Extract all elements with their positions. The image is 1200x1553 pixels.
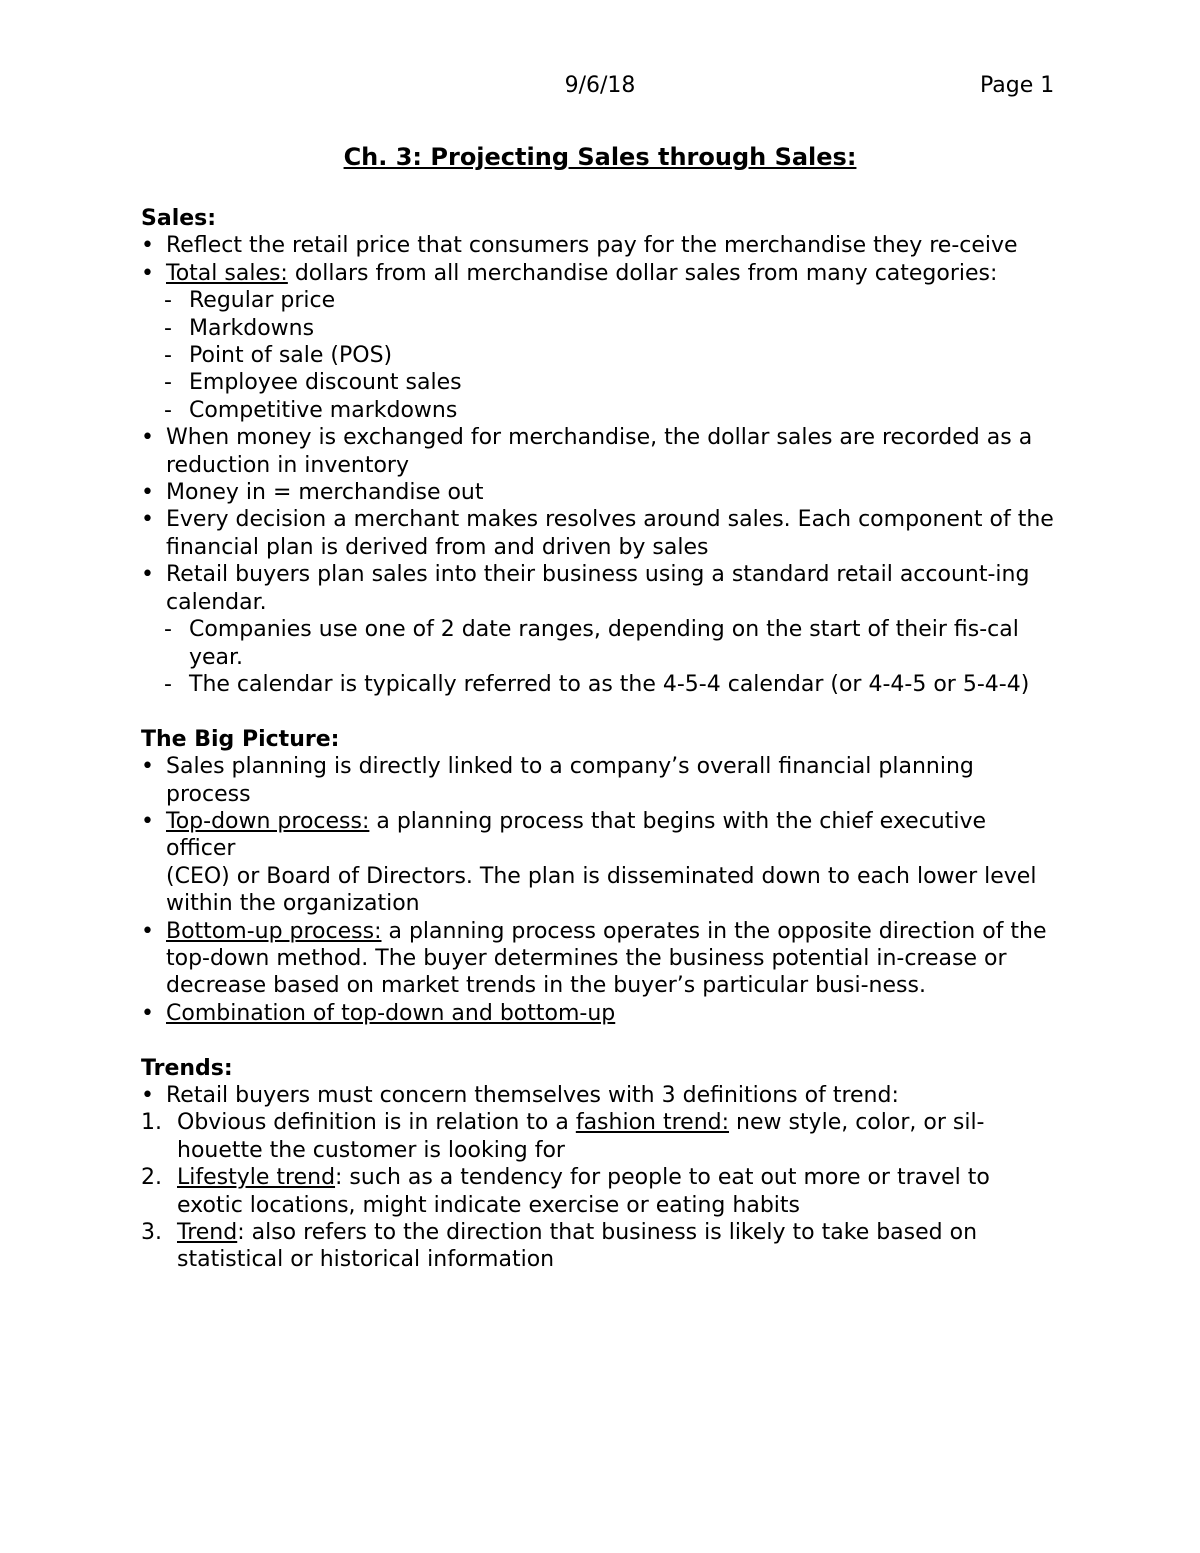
- sub-item-text: Markdowns: [189, 315, 315, 341]
- bullet-marker: •: [141, 1000, 154, 1026]
- number-marker: 3.: [141, 1220, 162, 1245]
- sub-item-text: Regular price: [189, 288, 336, 314]
- list-item: [141, 1082, 1061, 1109]
- list-item: [141, 561, 1061, 616]
- bullet-marker: •: [141, 808, 154, 834]
- number-marker: 2.: [141, 1165, 162, 1191]
- numbered-item-text: Obvious definition is in relation to a: [177, 1110, 576, 1136]
- list-item: [141, 808, 1061, 863]
- numbered-item-text: : such as a tendency for people to eat out more or travel to exotic locations, might indicate exercise or eating habits: [177, 1165, 990, 1218]
- numbered-item: [141, 1219, 1061, 1274]
- term-trend: Trend: [177, 1220, 238, 1245]
- dash-marker: -: [164, 343, 172, 369]
- numbered-item-text: new style, color, or sil-houette the customer is looking for: [177, 1110, 985, 1163]
- sub-item-text: Competitive markdowns: [189, 397, 458, 423]
- term-top-down-process: Top-down process:: [166, 808, 370, 834]
- sub-item-text: The calendar is typically referred to as the 4-5-4 calendar (or 4-4-5 or 5-4-4): [189, 671, 1030, 697]
- list-item-text: Money in = merchandise out: [166, 480, 484, 506]
- dash-marker: -: [164, 397, 172, 423]
- section-spacer: [141, 698, 1061, 725]
- term-lifestyle-trend: Lifestyle trend: [177, 1165, 336, 1191]
- list-item: [141, 479, 1061, 506]
- term-total-sales: Total sales:: [166, 260, 288, 286]
- list-item-text: a planning process that begins with the chief executive officer: [166, 808, 987, 862]
- sub-list-item: [141, 287, 1061, 314]
- bullet-marker: •: [141, 425, 154, 451]
- section-heading-big-picture: The Big Picture:: [141, 726, 340, 752]
- bullet-marker: •: [141, 562, 154, 588]
- term-combination: Combination of top-down and bottom-up: [166, 1000, 616, 1026]
- dash-marker: -: [164, 370, 172, 396]
- dash-marker: -: [164, 671, 172, 697]
- list-item-text: Sales planning is directly linked to a company’s overall financial planning process: [166, 754, 974, 807]
- sub-list-item: [141, 616, 1061, 671]
- sub-list-item: [141, 342, 1061, 369]
- document-body: [141, 205, 1061, 1274]
- section-spacer: [141, 1027, 1061, 1054]
- sub-list-item: [141, 671, 1061, 698]
- bullet-marker: •: [141, 1082, 154, 1108]
- list-item-text: a planning process operates in the opposite direction of the top-down method. The buyer determines the business potential in-crease or decrease based on market trends in the buyer’s particular busi-ness.: [166, 918, 1047, 999]
- numbered-item: [141, 1109, 1061, 1164]
- bullet-marker: •: [141, 480, 154, 506]
- sub-item-text: Employee discount sales: [189, 370, 462, 396]
- list-item: [141, 232, 1061, 259]
- sub-list-item: [141, 315, 1061, 342]
- list-item-continuation: [141, 863, 1061, 918]
- list-item: [141, 506, 1061, 561]
- sub-item-text: Companies use one of 2 date ranges, depending on the start of their fis-cal year.: [189, 617, 1019, 670]
- list-item-text: Reflect the retail price that consumers pay for the merchandise they re-ceive: [166, 233, 1018, 259]
- section-heading-sales: Sales:: [141, 206, 217, 231]
- list-item-text: dollars from all merchandise dollar sales from many categories:: [287, 260, 998, 286]
- numbered-item-text: : also refers to the direction that business is likely to take based on statistical or historical information: [177, 1220, 978, 1273]
- list-item: [141, 260, 1061, 287]
- numbered-item: [141, 1164, 1061, 1219]
- bullet-marker: •: [141, 233, 154, 259]
- list-item-text: When money is exchanged for merchandise, the dollar sales are recorded as a reduction in inventory: [166, 425, 1033, 478]
- list-item: [141, 1000, 1061, 1027]
- header-date: 9/6/18: [564, 73, 636, 98]
- term-fashion-trend: fashion trend:: [575, 1110, 730, 1136]
- document-title: Ch. 3: Projecting Sales through Sales:: [343, 143, 857, 171]
- list-item: [141, 918, 1061, 1000]
- list-item-text: Every decision a merchant makes resolves around sales. Each component of the financial plan is derived from and driven by sales: [166, 507, 1054, 560]
- bullet-marker: •: [141, 754, 154, 780]
- dash-marker: -: [164, 617, 172, 643]
- bullet-marker: •: [141, 507, 154, 533]
- sub-list-item: [141, 397, 1061, 424]
- bullet-marker: •: [141, 260, 154, 286]
- list-item: [141, 753, 1061, 808]
- dash-marker: -: [164, 315, 172, 341]
- header-page-number: Page 1: [980, 73, 1055, 98]
- sub-list-item: [141, 369, 1061, 396]
- bullet-marker: •: [141, 918, 154, 944]
- section-heading-trends: Trends:: [141, 1055, 233, 1081]
- sub-item-text: Point of sale (POS): [189, 343, 393, 369]
- dash-marker: -: [164, 288, 172, 314]
- list-item-text: Retail buyers plan sales into their business using a standard retail account-ing calendar.: [166, 562, 1030, 615]
- list-item-text: Retail buyers must concern themselves with 3 definitions of trend:: [166, 1082, 899, 1108]
- term-bottom-up-process: Bottom-up process:: [166, 918, 382, 944]
- list-item: [141, 424, 1061, 479]
- list-item-text: (CEO) or Board of Directors. The plan is disseminated down to each lower level within the organization: [166, 863, 1037, 917]
- number-marker: 1.: [141, 1110, 162, 1136]
